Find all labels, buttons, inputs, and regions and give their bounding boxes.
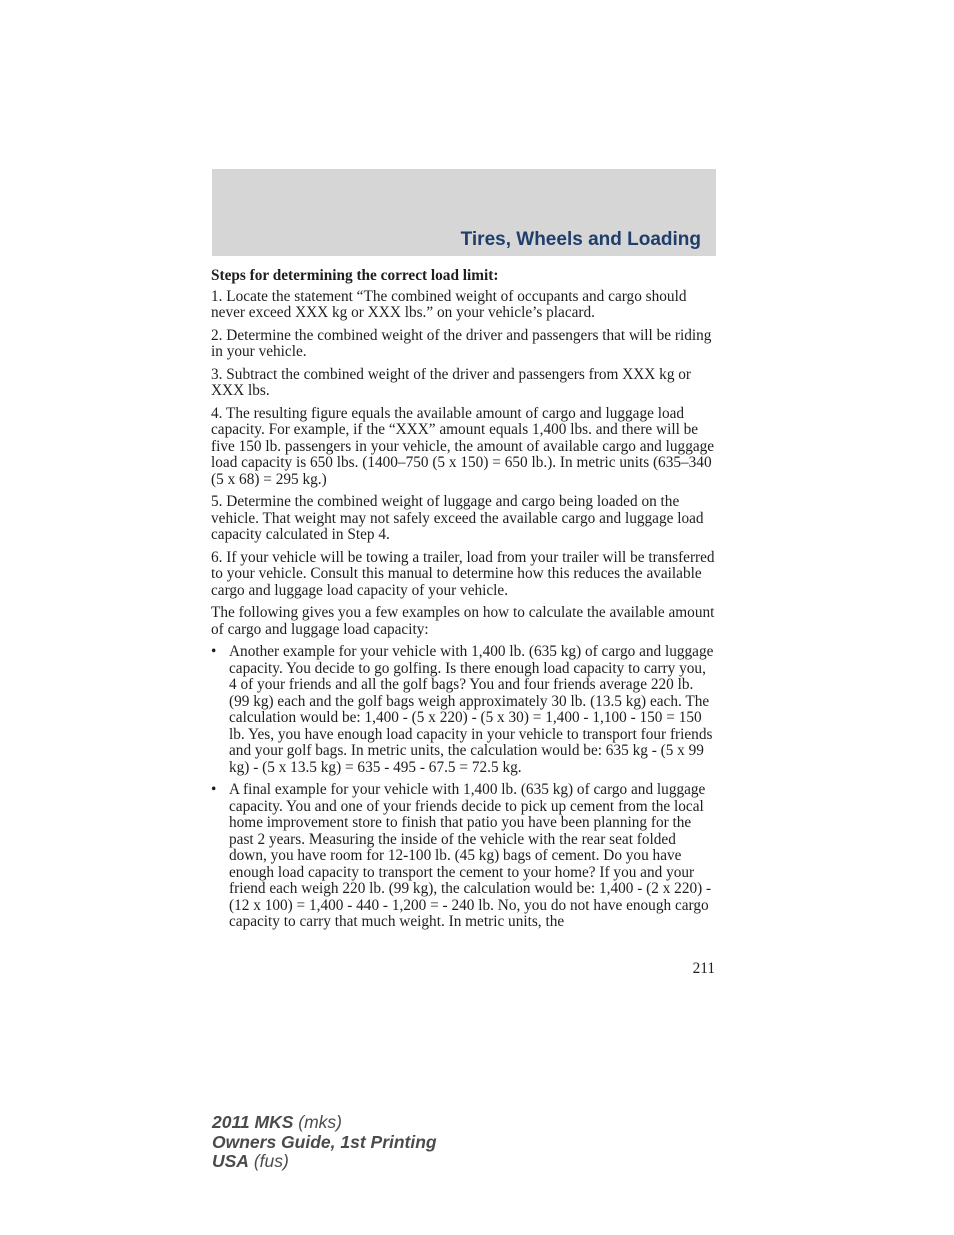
bullet-icon: • <box>211 781 217 798</box>
footer-guide: Owners Guide, 1st Printing <box>212 1131 437 1152</box>
step-2: 2. Determine the combined weight of the driver and passengers that will be riding in your vehicle. <box>211 326 712 360</box>
example-text: Another example for your vehicle with 1,400 lb. (635 kg) of cargo and luggage capacity. You decide to go golfing. Is there enough load capacity to carry you, 4 of your friends and all the golf bags? You and four friends average 220 lb. (99 kg) each and the golf bags weigh approximately 30 lb. (13.5 kg) each. The calculation would be: 1,400 - (5 x 220) - (5 x 30) = 1,400 - 1,100 - 150 = 150 lb. Yes, you have enough load capacity in your vehicle to transport four friends and your golf bags. In metric units, the calculation would be: 635 kg - (5 x 99 kg) - (5 x 13.5 kg) = 635 - 495 - 67.5 = 72.5 kg. <box>229 643 714 776</box>
step-1: 1. Locate the statement “The combined weight of occupants and cargo should never exceed XXX kg or XXX lbs.” on your vehicle’s placard. <box>211 287 687 321</box>
list-item <box>211 644 716 776</box>
step-4: 4. The resulting figure equals the available amount of cargo and luggage load capacity. For example, if the “XXX” amount equals 1,400 lbs. and there will be five 150 lb. passengers in your vehicle, the amount of available cargo and luggage load capacity is 650 lbs. (1400–750 (5 x 150) = 650 lb.). In metric units (635–340 (5 x 68) = 295 kg.) <box>211 404 715 488</box>
footer-line-region <box>212 1152 437 1172</box>
footer-line-model <box>212 1113 437 1133</box>
examples-list <box>211 644 716 931</box>
section-title: Tires, Wheels and Loading <box>460 229 701 250</box>
steps-heading: Steps for determining the correct load limit: <box>211 267 499 284</box>
list-item <box>211 782 716 931</box>
footer-model: 2011 MKS <box>212 1112 294 1132</box>
bullet-icon: • <box>211 643 217 660</box>
footer-region-code: (fus) <box>253 1151 289 1171</box>
step-5: 5. Determine the combined weight of luggage and cargo being loaded on the vehicle. That weight may not safely exceed the available cargo and luggage load capacity calculated in Step 4. <box>211 493 704 543</box>
example-text: A final example for your vehicle with 1,400 lb. (635 kg) of cargo and luggage capacity. You and one of your friends decide to pick up cement from the local home improvement store to finish that patio you have been planning for the past 2 years. Measuring the inside of the vehicle with the rear seat folded down, you have room for 12-100 lb. (45 kg) bags of cement. Do you have enough load capacity to transport the cement to your home? If you and your friend each weigh 220 lb. (99 kg), the calculation would be: 1,400 - (2 x 220) - (12 x 100) = 1,400 - 440 - 1,200 = - 240 lb. No, you do not have enough cargo capacity to carry that much weight. In metric units, the <box>229 781 712 930</box>
step-6: 6. If your vehicle will be towing a trailer, load from your trailer will be transferred to your vehicle. Consult this manual to determine how this reduces the available cargo and luggage load capacity of your vehicle. <box>211 548 715 599</box>
section-header-band <box>212 169 716 256</box>
footer-model-code: (mks) <box>298 1112 342 1132</box>
page-body <box>211 268 716 937</box>
footer-line-guide <box>212 1133 437 1153</box>
page-number: 211 <box>692 960 715 977</box>
document-footer <box>212 1113 437 1172</box>
step-3: 3. Subtract the combined weight of the driver and passengers from XXX kg or XXX lbs. <box>211 365 692 399</box>
footer-region: USA <box>212 1151 249 1171</box>
examples-intro: The following gives you a few examples on how to calculate the available amount of cargo and luggage load capacity: <box>211 604 715 638</box>
